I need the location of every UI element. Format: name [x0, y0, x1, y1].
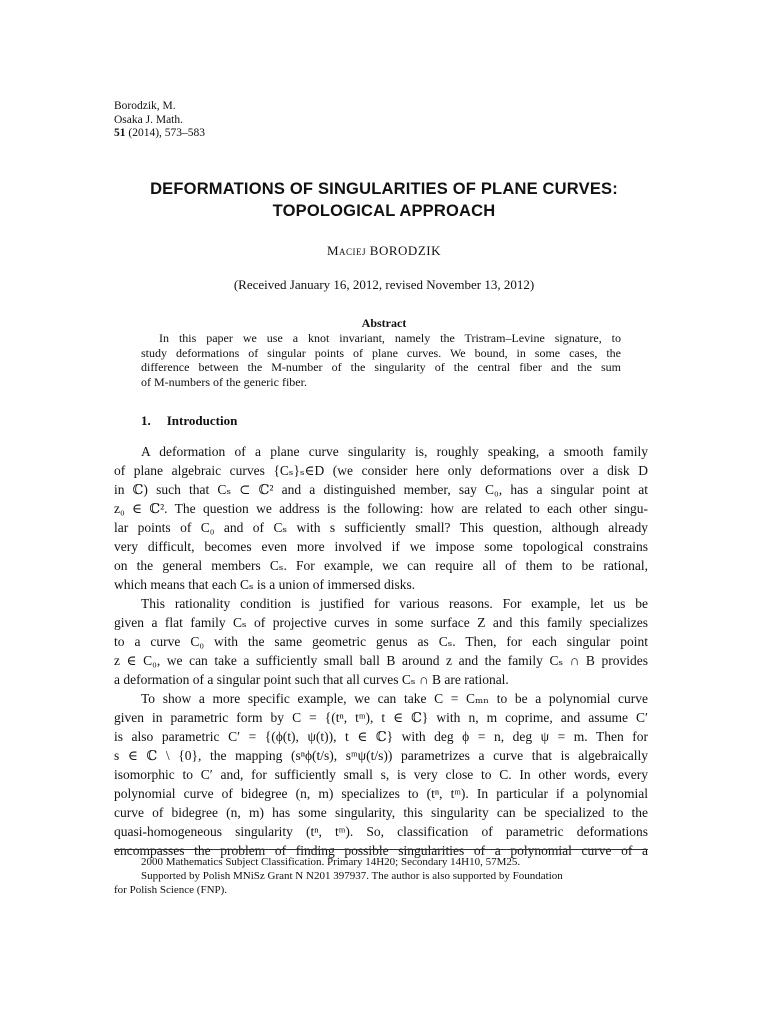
text-line: which means that each Cₛ is a union of immersed disks.	[114, 577, 416, 592]
text-line: s ∈ ℂ \ {0}, the mapping (sⁿϕ(t/s), sᵐψ(t/s)) parametrizes a curve that is algebraically	[114, 748, 648, 763]
abstract-line: difference between the M-number of the singularity of the central fiber and the sum	[141, 360, 621, 374]
paper-title	[100, 178, 668, 222]
text-line: a deformation of a singular point such that all curves Cₛ ∩ B are rational.	[114, 672, 509, 687]
text-line: given a flat family Cₛ of projective curves in some surface Z and this family specializes	[114, 615, 648, 630]
footnote-funding-cont: for Polish Science (FNP).	[114, 884, 228, 896]
text-line: quasi-homogeneous singularity (tⁿ, tᵐ). So, classification of parametric deformations	[114, 824, 648, 839]
citation-header	[114, 100, 205, 141]
section-heading	[141, 413, 237, 429]
citation-volume-line	[114, 127, 205, 141]
text-line: lar points of C₀ and of Cₛ with s sufficiently small? This question, although already	[114, 520, 648, 535]
citation-year-pages: (2014), 573–583	[128, 127, 206, 139]
footnotes	[114, 855, 648, 897]
footnote-divider	[114, 849, 648, 850]
text-line: isomorphic to C′ and, for sufficiently small s, is very close to C. In other words, every	[114, 767, 648, 782]
footnote-funding: Supported by Polish MNiSz Grant N N201 397937. The author is also supported by Foundation	[141, 870, 563, 882]
text-line: polynomial curve of bidegree (n, m) specializes to (tⁿ, tᵐ). In particular if a polynomial	[114, 786, 648, 801]
text-line: in ℂ) such that Cₛ ⊂ ℂ² and a distinguished member, say C₀, has a singular point at	[114, 482, 648, 497]
paper-title-line-1: DEFORMATIONS OF SINGULARITIES OF PLANE CURVES:	[150, 180, 618, 198]
abstract-line: study deformations of singular points of plane curves. We bound, in some cases, the	[141, 345, 621, 360]
text-line: is also parametric C′ = {(ϕ(t), ψ(t)), t ∈ ℂ} with deg ϕ = n, deg ψ = m. Then for	[114, 729, 648, 744]
abstract-line: In this paper we use a knot invariant, namely the Tristram–Levine signature, to	[159, 331, 621, 345]
body-text	[114, 442, 648, 860]
paper-author: Maciej BORODZIK	[327, 243, 441, 258]
text-line: A deformation of a plane curve singularity is, roughly speaking, a smooth family	[141, 444, 648, 459]
text-line: of plane algebraic curves {Cₛ}ₛ∈D (we consider here only deformations over a disk D	[114, 463, 648, 478]
citation-author: Borodzik, M.	[114, 100, 176, 112]
paper-title-line-2: TOPOLOGICAL APPROACH	[272, 202, 496, 220]
citation-journal: Osaka J. Math.	[114, 113, 183, 126]
footnote-msc: 2000 Mathematics Subject Classification. Primary 14H20; Secondary 14H10, 57M25.	[141, 856, 521, 868]
text-line: encompasses the problem of finding possible singularities of a polynomial curve of a	[114, 843, 648, 858]
text-line: given in parametric form by C = {(tⁿ, tᵐ), t ∈ ℂ} with n, m coprime, and assume C′	[114, 710, 648, 725]
text-line: To show a more specific example, we can take C = Cₘₙ to be a polynomial curve	[141, 691, 648, 706]
paragraph-2	[114, 594, 648, 689]
paragraph-1	[114, 442, 648, 594]
paragraph-3	[114, 689, 648, 860]
abstract-heading: Abstract	[361, 316, 407, 330]
text-line: to a curve C₀ with the same geometric genus as Cₛ. Then, for each singular point	[114, 634, 648, 649]
text-line: z ∈ C₀, we can take a sufficiently small ball B around z and the family Cₛ ∩ B provides	[114, 653, 648, 668]
text-line: z₀ ∈ ℂ². The question we address is the following: how are related to each other singu-	[114, 501, 648, 516]
text-line: curve of bidegree (n, m) has some singularity, this singularity can be specialized to the	[114, 805, 648, 820]
text-line: This rationality condition is justified for various reasons. For example, let us be	[141, 596, 648, 611]
received-dates: (Received January 16, 2012, revised November 13, 2012)	[233, 277, 535, 292]
section-title: Introduction	[166, 413, 238, 428]
text-line: on the general members Cₛ. For example, we can require all of them to be rational,	[114, 558, 648, 573]
section-number: 1.	[141, 413, 151, 428]
abstract-body	[141, 331, 621, 389]
citation-volume: 51	[114, 127, 126, 139]
text-line: very difficult, becomes even more involved if we impose some topological constrains	[114, 539, 648, 554]
abstract-line: of M-numbers of the generic fiber.	[141, 374, 307, 389]
